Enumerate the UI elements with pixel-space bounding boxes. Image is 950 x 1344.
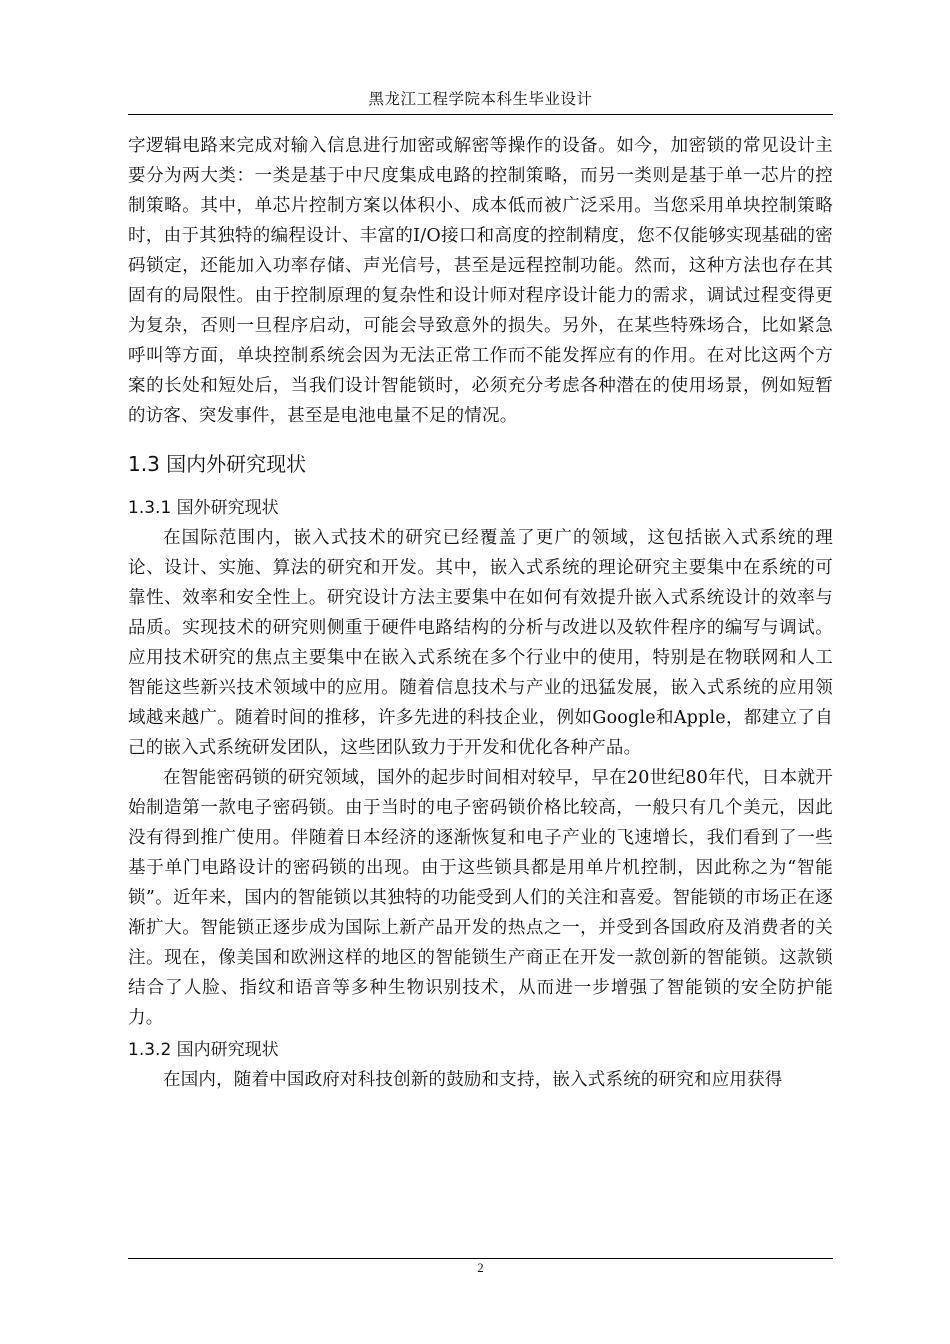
domestic-research-paragraph-1: 在国内，随着中国政府对科技创新的鼓励和支持，嵌入式系统的研究和应用获得 — [163, 1070, 783, 1090]
page-number: 2 — [477, 1260, 484, 1275]
header-divider — [128, 114, 833, 115]
footer-divider — [128, 1258, 833, 1259]
section-heading-1-3-2: 1.3.2 国内研究现状 — [128, 1040, 279, 1060]
foreign-research-paragraph-2: 在智能密码锁的研究领域，国外的起步时间相对较早，早在20世纪80年代，日本就开始制造第一款电子密码锁。由于当时的电子密码锁价格比较高，一般只有几个美元，因此没有得到推广使用。伴随着日本经济的逐渐恢复和电子产业的飞速增长，我们看到了一些基于单门电路设计的密码锁的出现。由于这些锁具都是用单片机控制，因此称之为“智能锁”。近年来，国内的智能锁以其独特的功能受到人们的关注和喜爱。智能锁的市场正在逐渐扩大。智能锁正逐步成为国际上新产品开发的热点之一，并受到各国政府及消费者的关注。现在，像美国和欧洲这样的地区的智能锁生产商正在开发一款创新的智能锁。这款锁结合了人脸、指纹和语音等多种生物识别技术，从而进一步增强了智能锁的安全防护能力。 — [128, 768, 833, 1028]
running-header: 黑龙江工程学院本科生毕业设计 — [368, 90, 593, 108]
intro-paragraph: 字逻辑电路来完成对输入信息进行加密或解密等操作的设备。如今，加密锁的常见设计主要分为两大类：一类是基于中尺度集成电路的控制策略，而另一类则是基于单一芯片的控制策略。其中，单芯片控制方案以体积小、成本低而被广泛采用。当您采用单块控制策略时，由于其独特的编程设计、丰富的I/O接口和高度的控制精度，您不仅能够实现基础的密码锁定，还能加入功率存储、声光信号，甚至是远程控制功能。然而，这种方法也存在其固有的局限性。由于控制原理的复杂性和设计师对程序设计能力的需求，调试过程变得更为复杂，否则一旦程序启动，可能会导致意外的损失。另外，在某些特殊场合，比如紧急呼叫等方面，单块控制系统会因为无法正常工作而不能发挥应有的作用。在对比这两个方案的长处和短处后，当我们设计智能锁时，必须充分考虑各种潜在的使用场景，例如短暂的访客、突发事件，甚至是电池电量不足的情况。 — [128, 136, 833, 426]
section-heading-1-3-1: 1.3.1 国外研究现状 — [128, 498, 279, 518]
section-heading-1-3: 1.3 国内外研究现状 — [128, 452, 307, 476]
page-body — [128, 131, 833, 1095]
foreign-research-paragraph-1: 在国际范围内，嵌入式技术的研究已经覆盖了更广的领域，这包括嵌入式系统的理论、设计、实施、算法的研究和开发。其中，嵌入式系统的理论研究主要集中在系统的可靠性、效率和安全性上。研究设计方法主要集中在如何有效提升嵌入式系统设计的效率与品质。实现技术的研究则侧重于硬件电路结构的分析与改进以及软件程序的编写与调试。应用技术研究的焦点主要集中在嵌入式系统在多个行业中的使用，特别是在物联网和人工智能这些新兴技术领域中的应用。随着信息技术与产业的迅猛发展，嵌入式系统的应用领域越来越广。随着时间的推移，许多先进的科技企业，例如Google和Apple，都建立了自己的嵌入式系统研发团队，这些团队致力于开发和优化各种产品。 — [128, 528, 833, 758]
